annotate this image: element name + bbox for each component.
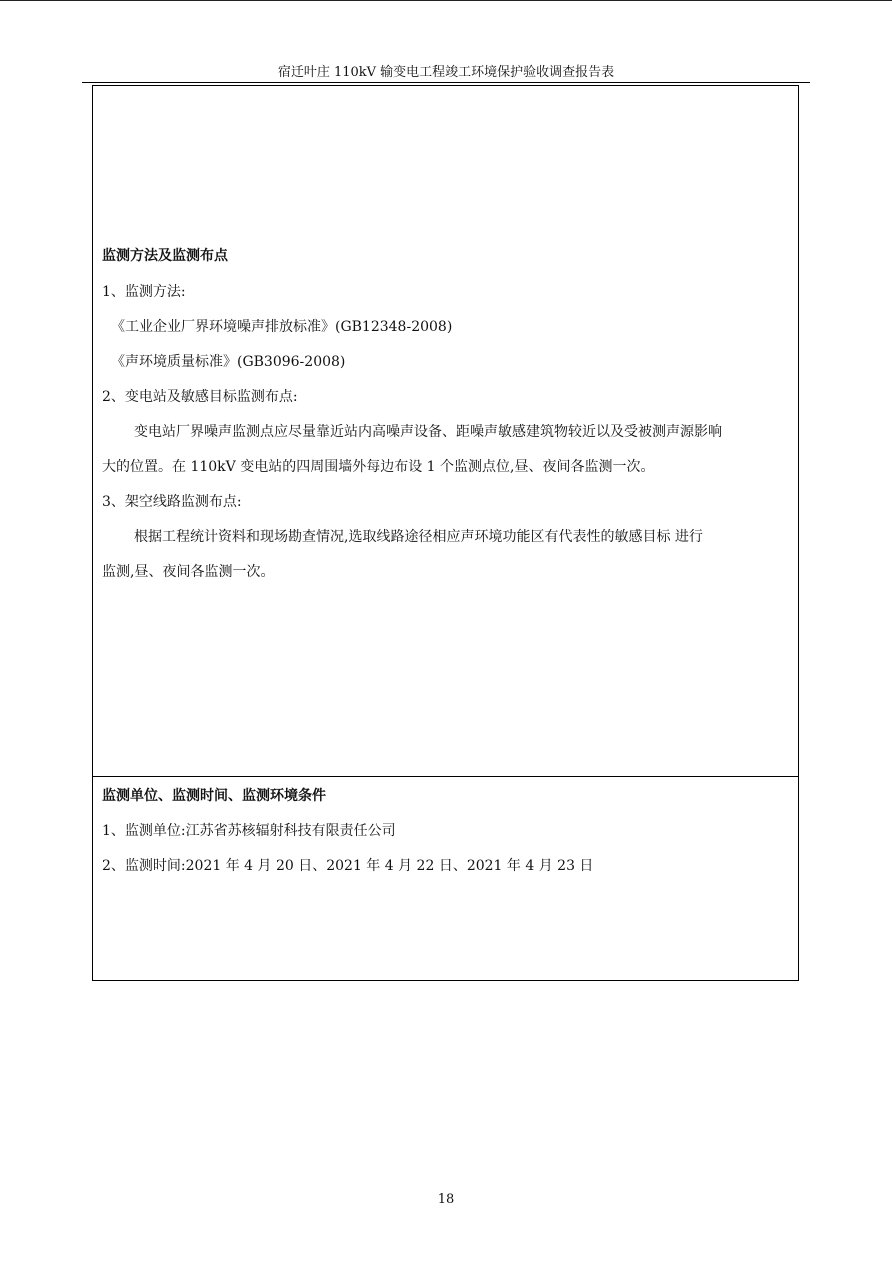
item-substation-points-label: 2、变电站及敏感目标监测布点: (102, 389, 298, 405)
overhead-line-paragraph-line2: 监测,昼、夜间各监测一次。 (102, 564, 275, 580)
page-header-title: 宿迁叶庄 110kV 输变电工程竣工环境保护验收调查报告表 (277, 65, 615, 80)
report-table (92, 85, 799, 981)
monitoring-methods-section (93, 86, 798, 777)
substation-points-paragraph-line1: 变电站厂界噪声监测点应尽量靠近站内高噪声设备、距噪声敏感建筑物较近以及受被测声源影响 (134, 424, 722, 440)
monitoring-unit-line: 1、监测单位:江苏省苏核辐射科技有限责任公司 (102, 823, 396, 839)
header-rule (82, 82, 810, 83)
item-monitoring-method-label: 1、监测方法: (102, 284, 186, 300)
substation-points-paragraph-line2: 大的位置。在 110kV 变电站的四周围墙外每边布设 1 个监测点位,昼、夜间各监测一次。 (102, 459, 655, 475)
monitoring-unit-section (93, 777, 798, 981)
section-heading-methods: 监测方法及监测布点 (102, 248, 228, 264)
section-heading-unit: 监测单位、监测时间、监测环境条件 (102, 788, 326, 804)
standard-gb3096: 《声环境质量标准》(GB3096-2008) (111, 354, 346, 370)
monitoring-time-line: 2、监测时间:2021 年 4 月 20 日、2021 年 4 月 22 日、2021 年 4 月 23 日 (102, 858, 594, 874)
overhead-line-paragraph-line1: 根据工程统计资料和现场勘查情况,选取线路途径相应声环境功能区有代表性的敏感目标 进行 (134, 529, 703, 545)
item-overhead-line-points-label: 3、架空线路监测布点: (102, 494, 242, 510)
page-number: 18 (437, 1192, 455, 1207)
standard-gb12348: 《工业企业厂界环境噪声排放标准》(GB12348-2008) (111, 319, 453, 335)
page-top-border (0, 0, 892, 1)
